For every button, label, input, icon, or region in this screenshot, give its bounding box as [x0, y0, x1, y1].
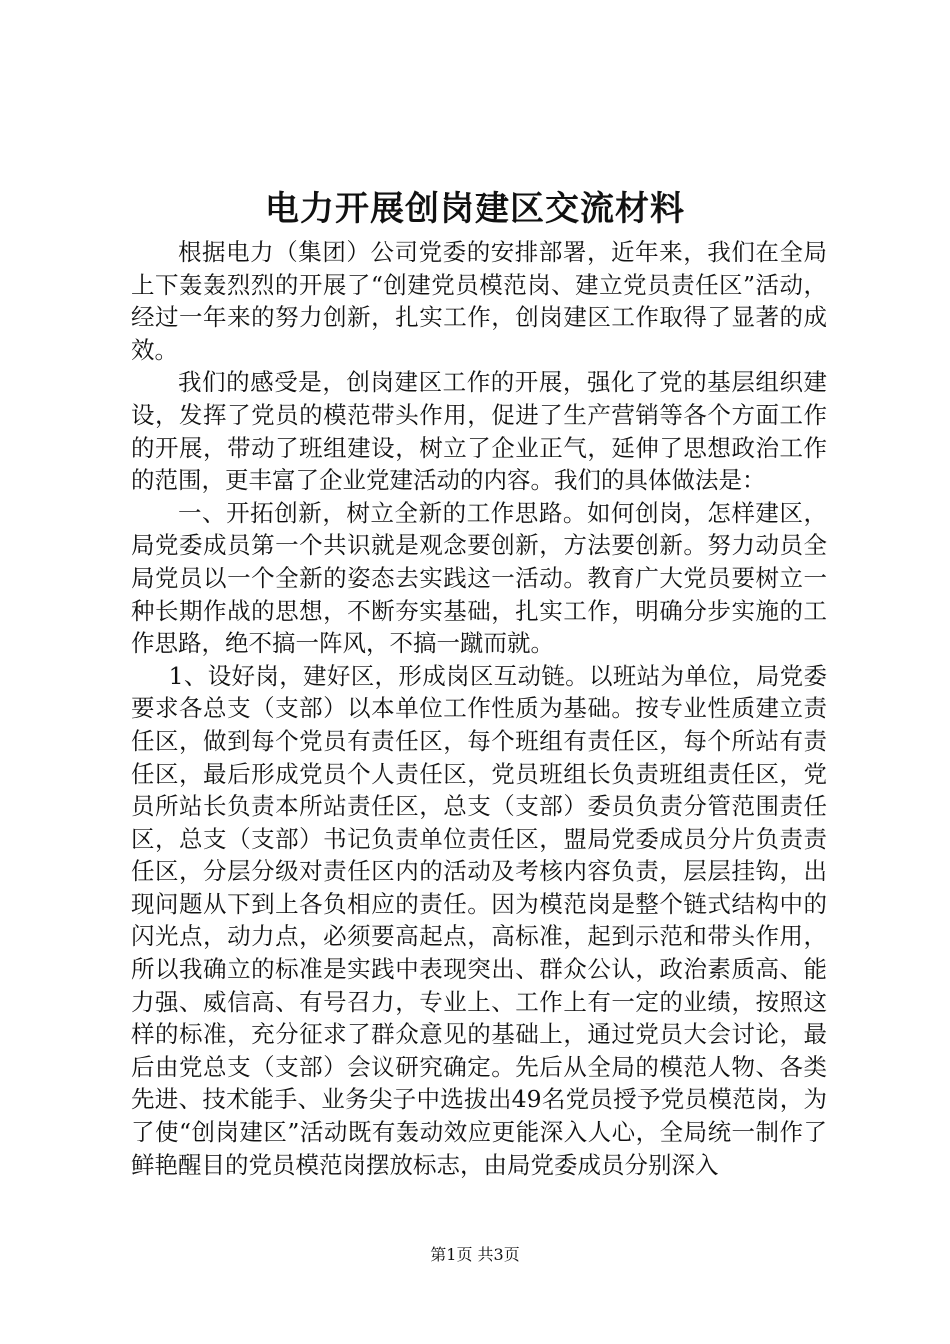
paragraph-intro: 根据电力（集团）公司党委的安排部署，近年来，我们在全局上下轰轰烈烈的开展了“创建党员模范岗、建立党员责任区”活动，经过一年来的努力创新，扎实工作，创岗建区工作取得了显著的成效。: [131, 238, 827, 364]
document-body: [131, 236, 827, 1181]
page-footer: 第1页 共3页: [430, 1245, 520, 1264]
document-title: 电力开展创岗建区交流材料: [265, 189, 685, 229]
paragraph-feelings: 我们的感受是，创岗建区工作的开展，强化了党的基层组织建设，发挥了党员的模范带头作用，促进了生产营销等各个方面工作的开展，带动了班组建设，树立了企业正气，延伸了思想政治工作的范围，更丰富了企业党建活动的内容。我们的具体做法是：: [131, 368, 827, 495]
paragraph-item-one: 1、设好岗，建好区，形成岗区互动链。以班站为单位，局党委要求各总支（支部）以本单位工作性质为基础。按专业性质建立责任区，做到每个党员有责任区，每个班组有责任区，每个所站有责任区，最后形成党员个人责任区，党员班组长负责班组责任区，党员所站长负责本所站责任区，总支（支部）委员负责分管范围责任区，总支（支部）书记负责单位责任区，盟局党委成员分片负责责任区，分层分级对责任区内的活动及考核内容负责，层层挂钩，出现问题从下到上各负相应的责任。因为模范岗是整个链式结构中的闪光点，动力点，必须要高起点，高标准，起到示范和带头作用，所以我确立的标准是实践中表现突出、群众公认，政治素质高、能力强、威信高、有号召力，专业上、工作上有一定的业绩，按照这样的标准，充分征求了群众意见的基础上，通过党员大会讨论，最后由党总支（支部）会议研究确定。先后从全局的模范人物、各类先进、技术能手、业务尖子中选拔出49名党员授予党员模范岗，为了使“创岗建区”活动既有轰动效应更能深入人心，全局统一制作了鲜艳醒目的党员模范岗摆放标志，由局党委成员分别深入: [131, 661, 827, 1179]
paragraph-section-one: 一、开拓创新，树立全新的工作思路。如何创岗，怎样建区，局党委成员第一个共识就是观念要创新，方法要创新。努力动员全局党员以一个全新的姿态去实践这一活动。教育广大党员要树立一种长期作战的思想，不断夯实基础，扎实工作，明确分步实施的工作思路，绝不搞一阵风，不搞一蹴而就。: [131, 498, 827, 658]
